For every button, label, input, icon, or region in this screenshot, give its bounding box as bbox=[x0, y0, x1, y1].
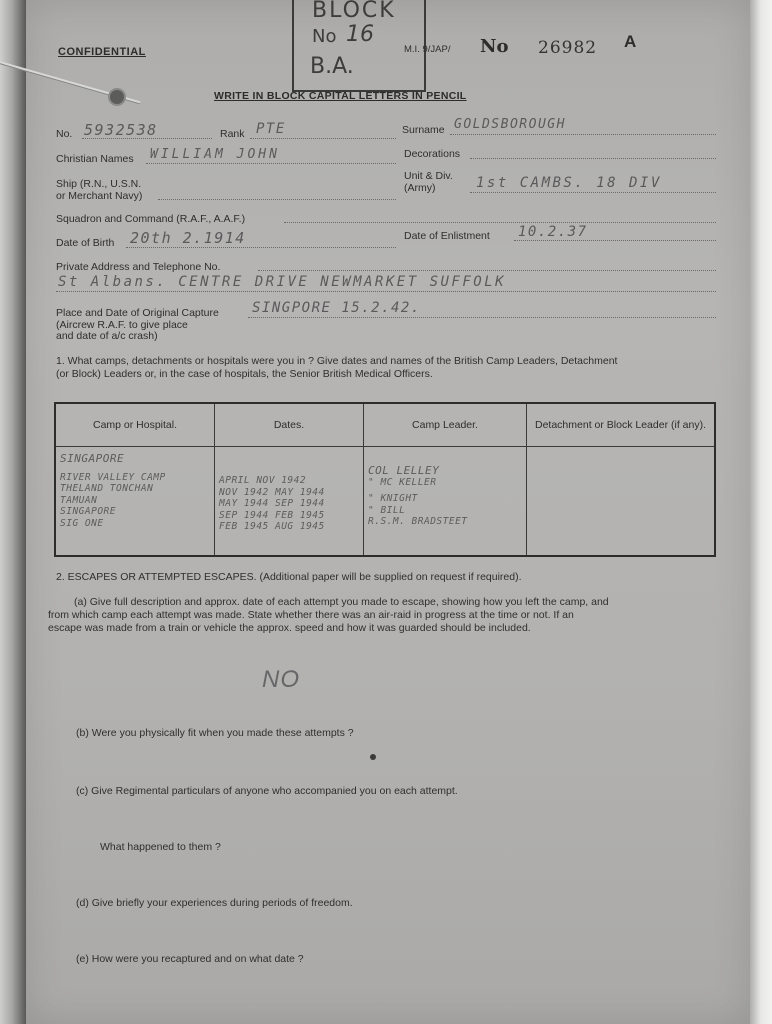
address-label: Private Address and Telephone No. bbox=[56, 261, 221, 273]
question-2a-line1: (a) Give full description and approx. date of each attempt you made to escape, showing how you left the camp, and bbox=[74, 596, 609, 608]
date-entry: FEB 1945 AUG 1945 bbox=[219, 521, 325, 532]
camps-cell bbox=[55, 447, 215, 557]
capture-label-line2: (Aircrew R.A.F. to give place bbox=[56, 318, 188, 331]
dob-label: Date of Birth bbox=[56, 237, 115, 249]
question-2a-line3: escape was made from a train or vehicle the approx. speed and how it was guarded should be included. bbox=[48, 622, 531, 634]
no-value: 5932538 bbox=[84, 121, 158, 139]
form-sheet bbox=[26, 0, 750, 1024]
stamp-block: BLOCK bbox=[312, 0, 396, 23]
address-value: St Albans. CENTRE DRIVE NEWMARKET SUFFOLK bbox=[58, 274, 507, 290]
camp-entry: TAMUAN bbox=[60, 494, 98, 506]
date-entry: MAY 1944 SEP 1944 bbox=[219, 498, 325, 509]
leader-entry: COL LELLEY bbox=[368, 464, 440, 477]
dob-value: 20th 2.1914 bbox=[130, 229, 246, 247]
unit-value: 1st CAMBS. 18 DIV bbox=[476, 175, 662, 191]
enlistment-label: Date of Enlistment bbox=[404, 230, 490, 242]
decorations-label: Decorations bbox=[404, 148, 461, 160]
form-instruction: WRITE IN BLOCK CAPITAL LETTERS IN PENCIL bbox=[214, 90, 467, 102]
rank-label: Rank bbox=[220, 128, 245, 140]
date-entry: APRIL NOV 1942 bbox=[219, 475, 307, 486]
leaders-cell bbox=[364, 447, 527, 557]
question-2a bbox=[48, 596, 609, 635]
unit-label-line2: (Army) bbox=[404, 182, 436, 194]
date-entry: SEP 1944 FEB 1945 bbox=[219, 509, 325, 521]
punch-hole bbox=[108, 88, 126, 106]
leader-entry: " BILL bbox=[368, 504, 406, 516]
ink-dot bbox=[370, 754, 376, 760]
ship-label-line2: or Merchant Navy) bbox=[56, 190, 143, 202]
capture-value: SINGPORE 15.2.42. bbox=[252, 300, 421, 316]
capture-label bbox=[56, 308, 219, 343]
surname-label: Surname bbox=[402, 124, 445, 136]
form-ref: M.I. 9/JAP/ bbox=[404, 44, 451, 55]
dates-cell bbox=[215, 447, 364, 557]
question-2b: (b) Were you physically fit when you made these attempts ? bbox=[76, 727, 354, 739]
camp-entry: RIVER VALLEY CAMP bbox=[60, 471, 166, 483]
unit-label-line1: Unit & Div. bbox=[404, 170, 453, 182]
stamp-ba: B.A. bbox=[310, 54, 354, 79]
camp-entry: SINGAPORE bbox=[60, 506, 116, 517]
capture-label-line1: Place and Date of Original Capture bbox=[56, 307, 219, 319]
confidential-label: CONFIDENTIAL bbox=[58, 46, 146, 58]
question-2c-followup: What happened to them ? bbox=[100, 841, 221, 853]
header-camp-leader: Camp Leader. bbox=[364, 403, 527, 447]
enlistment-value: 10.2.37 bbox=[518, 224, 588, 240]
christian-names-label: Christian Names bbox=[56, 153, 134, 165]
question-1 bbox=[56, 355, 617, 381]
surname-value: GOLDSBOROUGH bbox=[454, 117, 566, 132]
ship-label bbox=[56, 178, 142, 202]
rank-value: PTE bbox=[256, 121, 286, 137]
stamp-no-value: 16 bbox=[346, 22, 374, 47]
leader-entry: " MC KELLER bbox=[368, 476, 437, 488]
capture-label-line3: and date of a/c crash) bbox=[56, 330, 158, 342]
serial-suffix: A bbox=[624, 32, 637, 51]
christian-names-value: WILLIAM JOHN bbox=[150, 147, 280, 162]
leader-entry: " KNIGHT bbox=[368, 493, 418, 504]
ship-label-line1: Ship (R.N., U.S.N. bbox=[56, 178, 142, 190]
question-1-line1: 1. What camps, detachments or hospitals were you in ? Give dates and names of the British Camp Leaders, Detachment bbox=[56, 355, 618, 367]
detachment-cell bbox=[527, 447, 716, 557]
squadron-label: Squadron and Command (R.A.F., A.A.F.) bbox=[56, 213, 246, 225]
question-2d: (d) Give briefly your experiences during periods of freedom. bbox=[76, 897, 353, 909]
camp-entry: THELAND TONCHAN bbox=[60, 483, 154, 494]
camp-entry: SINGAPORE bbox=[60, 452, 125, 465]
question-2c: (c) Give Regimental particulars of anyone who accompanied you on each attempt. bbox=[76, 785, 458, 797]
question-2-heading: 2. ESCAPES OR ATTEMPTED ESCAPES. (Additional paper will be supplied on request if required). bbox=[56, 571, 522, 583]
date-entry: NOV 1942 MAY 1944 bbox=[219, 486, 325, 498]
question-2e: (e) How were you recaptured and on what date ? bbox=[76, 953, 304, 965]
leader-entry: R.S.M. BRADSTEET bbox=[368, 516, 468, 527]
answer-2a: NO bbox=[262, 666, 300, 693]
header-detachment: Detachment or Block Leader (if any). bbox=[527, 403, 716, 447]
camps-table bbox=[54, 402, 716, 557]
serial-no-label: No bbox=[480, 36, 509, 57]
no-label: No. bbox=[56, 128, 73, 140]
question-2a-line2: from which camp each attempt was made. State whether there was an air-raid in progress at the time or not. If an bbox=[48, 609, 574, 621]
unit-label bbox=[404, 170, 453, 194]
header-camp: Camp or Hospital. bbox=[55, 403, 215, 447]
header-dates: Dates. bbox=[215, 403, 364, 447]
serial-number: 26982 bbox=[538, 38, 598, 58]
stamp-no: No bbox=[312, 26, 337, 47]
question-1-line2: (or Block) Leaders or, in the case of hospitals, the Senior British Medical Officers. bbox=[56, 368, 433, 380]
camp-entry: SIG ONE bbox=[60, 517, 104, 529]
